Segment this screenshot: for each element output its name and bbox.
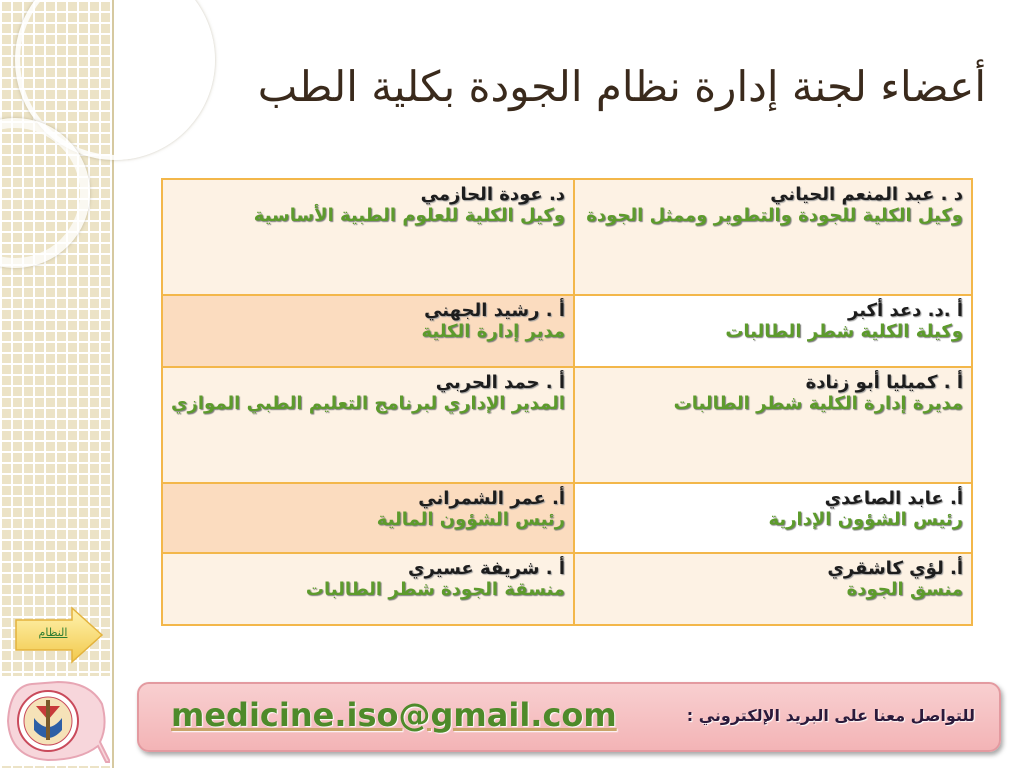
member-name: أ . شريفة عسيري — [408, 558, 566, 579]
member-name: أ . كميليا أبو زنادة — [805, 372, 963, 393]
member-cell — [574, 367, 972, 483]
contact-email-link[interactable]: medicine.iso@gmail.com — [171, 696, 617, 734]
member-name: أ. عمر الشمراني — [418, 488, 566, 509]
member-name: د . عبد المنعم الحياني — [770, 184, 963, 205]
member-name: أ. لؤي كاشقري — [827, 558, 963, 579]
member-role: المدير الإداري لبرنامج التعليم الطبي الموازي — [171, 393, 566, 414]
member-role: مدير إدارة الكلية — [421, 321, 566, 342]
contact-box — [137, 682, 1001, 752]
member-cell — [162, 295, 574, 367]
member-role: مديرة إدارة الكلية شطر الطالبات — [673, 393, 963, 414]
member-cell — [162, 553, 574, 625]
member-name: أ . حمد الحربي — [435, 372, 566, 393]
member-role: رئيس الشؤون الإدارية — [768, 509, 963, 530]
member-name: د. عودة الحازمي — [420, 184, 566, 205]
member-cell — [574, 483, 972, 553]
member-role: منسق الجودة — [846, 579, 963, 600]
slide-title: أعضاء لجنة إدارة نظام الجودة بكلية الطب — [257, 62, 986, 111]
members-table — [161, 178, 973, 626]
table-row — [162, 553, 972, 625]
table-row — [162, 295, 972, 367]
contact-label: للتواصل معنا على البريد الإلكتروني : — [686, 706, 975, 725]
table-row — [162, 367, 972, 483]
table-row — [162, 179, 972, 295]
member-role: رئيس الشؤون المالية — [376, 509, 566, 530]
quality-logo-icon — [2, 676, 110, 766]
member-name: أ . رشيد الجهني — [424, 300, 566, 321]
table-row — [162, 483, 972, 553]
member-cell — [574, 553, 972, 625]
member-name: أ. عابد الصاعدي — [824, 488, 963, 509]
member-cell — [574, 295, 972, 367]
member-cell — [162, 179, 574, 295]
member-role: وكيل الكلية للعلوم الطبية الأساسية — [253, 205, 566, 226]
member-cell — [574, 179, 972, 295]
nav-link-system[interactable]: النظام — [38, 626, 68, 639]
member-role: وكيلة الكلية شطر الطالبات — [725, 321, 963, 342]
member-name: أ .د. دعد أكبر — [848, 300, 963, 321]
member-cell — [162, 367, 574, 483]
member-cell — [162, 483, 574, 553]
member-role: منسقة الجودة شطر الطالبات — [305, 579, 566, 600]
member-role: وكيل الكلية للجودة والتطوير وممثل الجودة — [586, 205, 963, 226]
